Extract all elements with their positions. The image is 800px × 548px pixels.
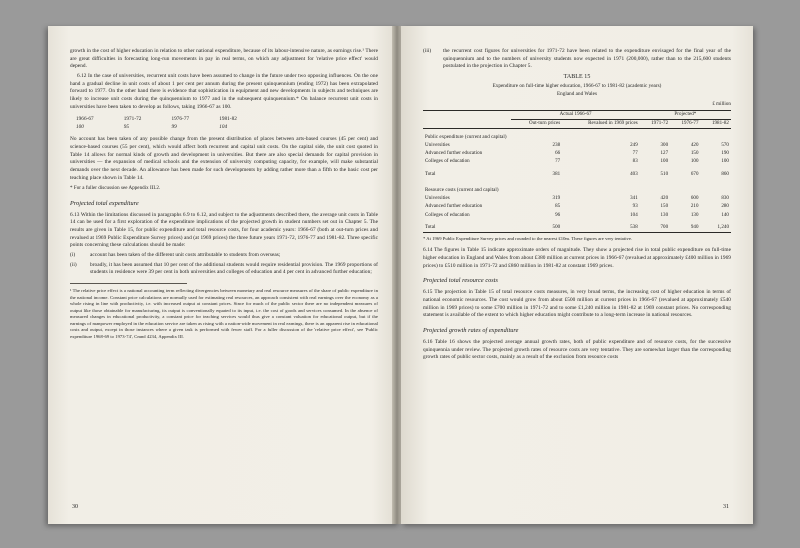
cell: 66 xyxy=(555,151,561,157)
paragraph: 6.16 Table 16 shows the projected average annual growth rates, both of public expenditure and of resource costs, for the successive quinquennia under review. The projected growth rates of resource costs are very tentative. They are somewhat larger than the corresponding growth rates of public sector costs, mainly as a result of the exclusion from resource costs xyxy=(423,338,731,361)
cell: 140 xyxy=(721,212,729,218)
cell: 940 xyxy=(670,223,700,232)
cell: 238 xyxy=(552,142,561,148)
cell: 830 xyxy=(721,196,729,202)
footnote-star: * For a fuller discussion see Appendix III.2. xyxy=(70,186,161,192)
cell: 600 xyxy=(690,196,699,202)
table-row xyxy=(423,150,731,158)
cell: 130 xyxy=(690,212,699,218)
value-cell: 100 xyxy=(76,123,84,130)
list-item xyxy=(423,48,731,71)
paragraph: growth in the cost of higher education in relation to other national expenditure, because of its labour-intensive nature, as earnings rise.¹ There are great difficulties in forecasting long-run movements in pay in real terms, on which any adjustment for 'relative price effect' would depend. xyxy=(70,48,378,70)
row-label: Universities xyxy=(425,142,450,148)
unit-cost-index-table xyxy=(70,116,378,131)
cell: 341 xyxy=(630,196,638,202)
cell: 319 xyxy=(552,196,561,202)
page-number: 30 xyxy=(72,504,78,510)
year-cell: 1966-67 xyxy=(76,116,94,123)
cell: 127 xyxy=(660,151,669,157)
col-header: Revalued in 1969 prices xyxy=(562,119,640,128)
col-header: 1971-72 xyxy=(640,119,670,128)
cell: 100 xyxy=(660,159,669,165)
left-page-column xyxy=(70,48,378,340)
list-marker: (i) xyxy=(70,252,76,259)
row-label: Total xyxy=(425,171,436,177)
footnote-text: ¹ The relative price effect is a national accounting term reflecting divergencies between monetary and real resource measures of the share of public expenditure in the national income. Constant price calculations are normally used for estimating real resources, an approach consistent with real earnings over the economy as a whole rising in line with productivity, i.e. with increased output at constant prices. Since for much of the public sector there are no independent measures of output like those obtainable for manufacturing, its output is conventionally equated to its input, i.e. the cost of goods and services consumed. In the absence of measured changes in educational productivity, a constant price for teaching services would thus give a constant valuation for educational output, but if the earnings of manpower employed in the education service are taken as rising with a nation-wide movement in real earnings, there is an apparent rise in educational costs and output, except in those instances where a given task is performed with fewer staff. For a fuller discussion of the 'relative price effect', see 'Public expenditure 1968-69 to 1973-74', Cmnd 4234, Appendix III. xyxy=(70,288,378,339)
cell: 83 xyxy=(632,159,638,165)
group-header-projected: Projected* xyxy=(640,110,731,119)
table-row xyxy=(423,141,731,149)
cell: 403 xyxy=(630,171,638,177)
row-label: Universities xyxy=(425,196,450,202)
cell: 300 xyxy=(660,142,669,148)
cell: 249 xyxy=(630,142,638,148)
list-marker: (iii) xyxy=(423,48,432,54)
row-label: Colleges of education xyxy=(425,212,470,218)
list-item xyxy=(70,262,378,277)
section-heading: Resource costs (current and capital) xyxy=(425,187,499,193)
list-text: the recurrent cost figures for universities for 1971-72 have been related to the expenditure envisaged for the final year of the quinquennium and to the numbers of university students now expected in 1971 (200,000), rather than to the 215,600 students postulated in the projection in Chapter 5. xyxy=(443,48,731,70)
cell: 77 xyxy=(632,151,638,157)
table-15 xyxy=(423,73,731,242)
cell: 210 xyxy=(690,204,699,210)
row-label: Colleges of education xyxy=(425,159,470,165)
table-row xyxy=(423,203,731,211)
list-text: account has been taken of the different unit costs attributable to students from overseas; xyxy=(90,252,281,259)
year-cell: 1981-82 xyxy=(219,116,237,123)
paragraph: No account has been taken of any possible change from the present distribution of places between arts-based courses (45 per cent) and science-based courses (55 per cent), which would affect both recurrent and capital unit costs. On the capital side, the unit cost quoted in Table 14 allows for normal kinds of growth and development in universities. But there are also special demands for capital provision in universities — the expansion of medical schools and the extension of university computing capacity, for example, will make substantial demands over the next decade. An allowance has been made for such developments by adding rather more than a fifth to the basic cost per teaching place shown in Table 14. xyxy=(70,136,378,181)
cell: 85 xyxy=(555,204,561,210)
table-units: £ million xyxy=(712,102,731,108)
table-title: Expenditure on full-time higher education, 1966-67 to 1981-82 (academic years) xyxy=(492,82,662,89)
cell: 860 xyxy=(721,171,729,177)
left-page xyxy=(48,26,400,524)
table-row xyxy=(423,195,731,203)
cell: 420 xyxy=(690,142,699,148)
cell: 510 xyxy=(660,171,669,177)
year-cell: 1971-72 xyxy=(123,116,142,123)
cell: 150 xyxy=(690,151,699,157)
cell: 100 xyxy=(721,159,729,165)
right-page-column xyxy=(423,48,731,362)
table-subtitle: England and Wales xyxy=(556,91,597,98)
table-total-row xyxy=(423,170,731,178)
cell: 381 xyxy=(552,171,561,177)
cell: 670 xyxy=(690,171,699,177)
cell: 130 xyxy=(660,212,669,218)
cell: 700 xyxy=(640,223,670,232)
table-note: * At 1969 Public Expenditure Survey prices and rounded to the nearest £10m. These figures are very tentative. xyxy=(423,235,633,241)
cell: 190 xyxy=(721,151,729,157)
cell: 93 xyxy=(632,204,638,210)
cell: 1,240 xyxy=(701,223,731,232)
cell: 96 xyxy=(555,212,561,218)
table-15-grid xyxy=(423,110,731,233)
section-heading: Projected growth rates of expenditure xyxy=(423,326,519,334)
cell: 150 xyxy=(660,204,669,210)
paragraph: 6.15 The projection in Table 15 of total resource costs measures, in very broad terms, the increasing cost of higher education in terms of national economic resources. The cost would grow from about £500 million at current prices in 1966-67 (revalued at approximately £540 million in 1969 prices) to some £700 million in 1971-72 and to some £1,240 million in 1981-82 at 1969 constant prices. No corresponding statement is available of the extent to which higher education might contribute to a long-term increase in national resources. xyxy=(423,289,731,319)
right-page xyxy=(401,26,753,524)
table-total-row xyxy=(423,223,731,232)
cell: 104 xyxy=(630,212,638,218)
paragraph: 6.12 In the case of universities, recurrent unit costs have been assumed to change in the future under two opposing influences. On the one hand a gradual decline in unit costs of about 1 per cent per annum during the present quinquennium (ending 1972) has been extrapolated forward to 1977. On the other hand there is evidence that sophistication in equipment and new developments in subjects and techniques are likely to increase unit costs during the quinquennium to 1977 and in the subsequent quinquennium.* On balance recurrent unit costs in universities have been taken to develop as follows, taking 1966-67 as 100. xyxy=(70,73,378,110)
list-marker: (ii) xyxy=(70,261,77,268)
list-text: broadly, it has been assumed that 10 per cent of the additional students would require residential provision. The 1969 proportions of students in residence were 39 per cent in both universities and colleges of education and 4 per cent in advanced further education; xyxy=(90,261,378,276)
paragraph: 6.14 The figures in Table 15 indicate approximate orders of magnitude. They show a projected rise in total public expenditure on full-time higher education in England and Wales from about £380 million at current prices in 1966-67 (revalued at approximately £400 million in 1969 prices) to £510 million in 1971-72 and £860 million in 1981-82 at constant 1969 prices. xyxy=(423,247,731,269)
year-cell: 1976-77 xyxy=(171,116,190,123)
cell: 420 xyxy=(660,196,669,202)
cell: 77 xyxy=(555,159,561,165)
col-header: Out-turn prices xyxy=(511,119,562,128)
footnote-rule xyxy=(70,283,187,284)
col-header: 1981-82 xyxy=(701,119,731,128)
value-cell: 104 xyxy=(219,123,228,130)
value-cell: 99 xyxy=(171,123,177,130)
cell: 100 xyxy=(690,159,699,165)
table-row xyxy=(423,211,731,219)
section-heading: Projected total expenditure xyxy=(70,199,139,207)
table-label: TABLE 15 xyxy=(563,74,591,81)
row-label: Total xyxy=(423,223,511,232)
row-label: Advanced further education xyxy=(425,151,483,157)
value-cell: 95 xyxy=(123,123,130,130)
cell: 538 xyxy=(562,223,640,232)
col-header: 1976-77 xyxy=(670,119,700,128)
group-header-actual: Actual 1966-67 xyxy=(511,110,639,119)
section-heading: Public expenditure (current and capital) xyxy=(425,134,507,140)
paragraph: 6.13 Within the limitations discussed in paragraphs 6.9 to 6.12, and subject to the adjustments described there, the average unit costs in Table 14 can be used for a first exploration of the expenditure implications of the projected growth in student numbers set out in Chapter 5. The results are given in Table 15, for public expenditure and total resource costs, for four academic years: 1966-67 (both at out-turn prices and revalued at 1969 Public Expenditure Survey prices) and (at 1969 prices) the three future years 1971-72, 1976-77 and 1981-82. Three specific points concerning these calculations should be made: xyxy=(70,211,378,249)
table-row xyxy=(423,158,731,166)
cell: 570 xyxy=(721,142,729,148)
row-label: Advanced further education xyxy=(425,204,483,210)
cell: 280 xyxy=(721,204,729,210)
cell: 500 xyxy=(511,223,562,232)
section-heading: Projected total resource costs xyxy=(423,277,498,285)
list-item xyxy=(70,252,378,260)
page-number: 31 xyxy=(723,504,729,510)
